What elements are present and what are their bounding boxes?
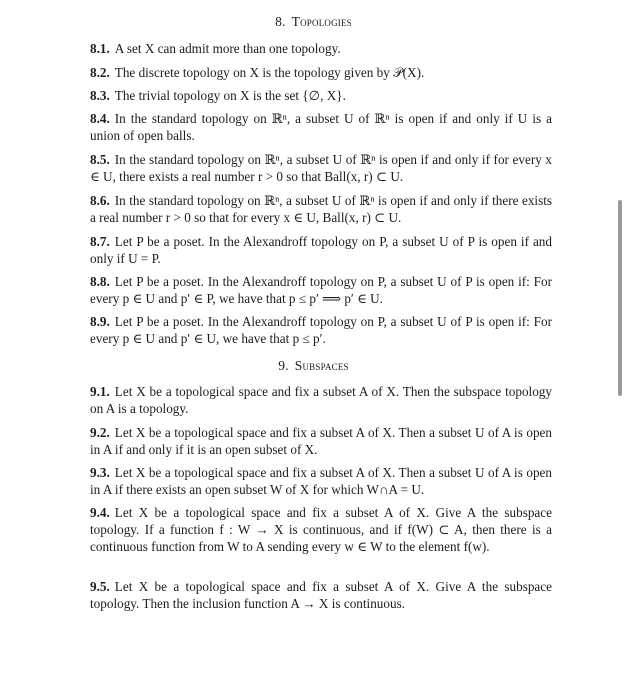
list-item-8-3 bbox=[90, 87, 552, 104]
item-label: 8.2. bbox=[90, 65, 110, 80]
item-text: Let P be a poset. In the Alexandroff topology on P, a subset U of P is open if: For every p ∈ U and p′ ∈ U, we have that p ≤ p′. bbox=[90, 314, 552, 346]
item-label: 8.4. bbox=[90, 111, 110, 126]
item-label: 8.8. bbox=[90, 274, 110, 289]
item-text: In the standard topology on ℝⁿ, a subset U of ℝⁿ is open if and only if there exists a real number r > 0 so that for every x ∈ U, Ball(x, r) ⊂ U. bbox=[90, 193, 552, 225]
item-label: 8.1. bbox=[90, 41, 110, 56]
list-item-8-6 bbox=[90, 192, 552, 226]
scrollbar-thumb[interactable] bbox=[618, 200, 622, 396]
item-text: In the standard topology on ℝⁿ, a subset U of ℝⁿ is open if and only if for every x ∈ U, there exists a real number r > 0 so that Ball(x, r) ⊂ U. bbox=[90, 152, 552, 184]
item-text: Let X be a topological space and fix a subset A of X. Then the subspace topology on A is a topology. bbox=[90, 384, 552, 416]
section-number: 8. bbox=[275, 14, 286, 29]
list-item-8-5 bbox=[90, 151, 552, 185]
item-text: The discrete topology on X is the topology given by 𝒫(X). bbox=[114, 65, 425, 80]
list-item-8-4 bbox=[90, 110, 552, 144]
item-label: 9.3. bbox=[90, 465, 110, 480]
list-item-8-8 bbox=[90, 273, 552, 307]
item-text: Let X be a topological space and fix a subset A of X. Then a subset U of A is open in A if and only if it is an open subset of X. bbox=[90, 425, 552, 457]
item-label: 9.4. bbox=[90, 505, 110, 520]
list-item-8-7 bbox=[90, 233, 552, 267]
section-title: Topologies bbox=[291, 14, 352, 29]
list-item-8-9 bbox=[90, 313, 552, 347]
item-text: A set X can admit more than one topology. bbox=[114, 41, 341, 56]
item-text: The trivial topology on X is the set {∅, X}. bbox=[114, 88, 346, 103]
item-text: Let X be a topological space and fix a subset A of X. Give A the subspace topology. Then the inclusion function A → X is continuous. bbox=[90, 579, 552, 611]
item-text: Let P be a poset. In the Alexandroff topology on P, a subset U of P is open if: For every p ∈ U and p′ ∈ P, we have that p ≤ p′ ⟹ p′ ∈ U. bbox=[90, 274, 552, 306]
list-item-8-2 bbox=[90, 64, 552, 81]
item-label: 9.5. bbox=[90, 579, 110, 594]
list-item-8-1 bbox=[90, 40, 552, 57]
list-item-9-3 bbox=[90, 464, 552, 498]
list-item-9-1 bbox=[90, 383, 552, 417]
item-label: 8.5. bbox=[90, 152, 110, 167]
section-heading-9 bbox=[0, 358, 627, 374]
section-title: Subspaces bbox=[294, 358, 349, 373]
section-number: 9. bbox=[278, 358, 289, 373]
list-item-9-2 bbox=[90, 424, 552, 458]
item-label: 9.1. bbox=[90, 384, 110, 399]
item-label: 8.9. bbox=[90, 314, 110, 329]
item-text: Let X be a topological space and fix a subset A of X. Then a subset U of A is open in A if there exists an open subset W of X for which W∩A = U. bbox=[90, 465, 552, 497]
list-item-9-4 bbox=[90, 504, 552, 555]
item-label: 8.6. bbox=[90, 193, 110, 208]
item-label: 9.2. bbox=[90, 425, 110, 440]
item-text: Let X be a topological space and fix a subset A of X. Give A the subspace topology. If a function f : W → X is continuous, and if f(W) ⊂ A, then there is a continuous function from W to A sending every w ∈ W to the element f(w). bbox=[90, 505, 552, 554]
item-label: 8.7. bbox=[90, 234, 110, 249]
item-label: 8.3. bbox=[90, 88, 110, 103]
item-text: Let P be a poset. In the Alexandroff topology on P, a subset U of P is open if and only if U = P. bbox=[90, 234, 552, 266]
list-item-9-5 bbox=[90, 578, 552, 612]
item-text: In the standard topology on ℝⁿ, a subset U of ℝⁿ is open if and only if U is a union of open balls. bbox=[90, 111, 552, 143]
section-heading-8 bbox=[0, 14, 627, 30]
